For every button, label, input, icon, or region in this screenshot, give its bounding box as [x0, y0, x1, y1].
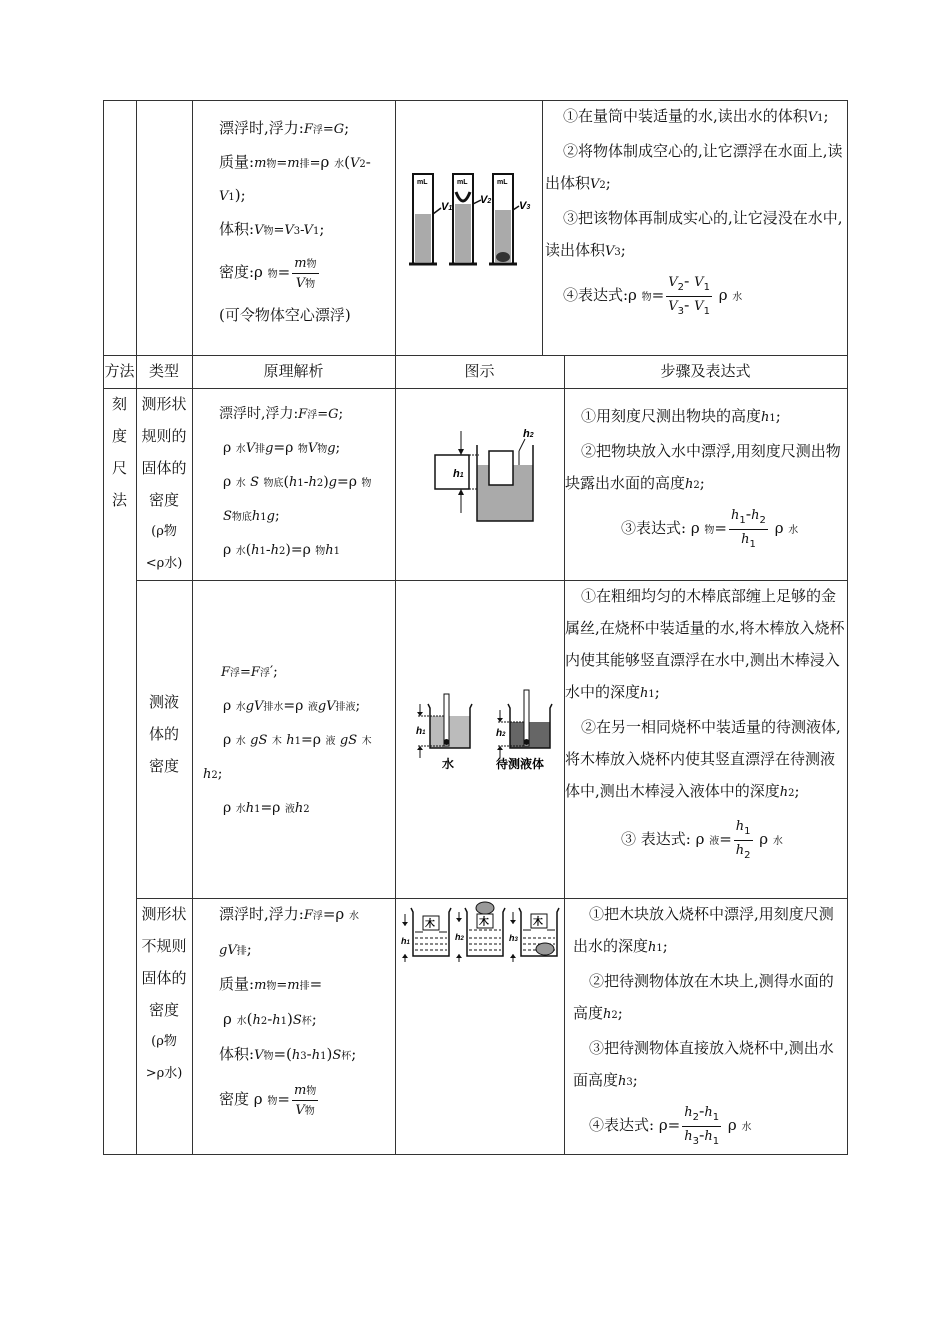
type-irregular-solid: 测形状 不规则 固体的 密度 (ρ物 >ρ水)	[141, 905, 187, 1081]
h1-label: h1	[416, 726, 426, 737]
principle-liquid: F浮=F浮′; ρ 水gV排水=ρ 液gV排液; ρ 水 gS 木 h1=ρ 液 gS 木 h2; ρ 水h1=ρ 液h2	[203, 664, 372, 816]
water-label: 水	[442, 757, 455, 771]
wood-label-1: 木	[425, 919, 435, 930]
h3-label: h3	[509, 933, 518, 943]
h2-label: h2	[496, 728, 506, 739]
graduated-cylinders-figure	[403, 170, 538, 270]
h1-label: h1	[453, 468, 464, 480]
wood-label-2: 木	[479, 917, 489, 928]
test-liquid-label: 待测液体	[496, 757, 545, 771]
v3-label: V3	[519, 200, 531, 212]
h2-label: h2	[455, 932, 464, 942]
principle-regular-solid: 漂浮时,浮力:F浮=G; ρ 水V排g=ρ 物V物g; ρ 水 S 物底(h1-h2)g=ρ 物 S物底h1g; ρ 水(h1-h2)=ρ 物h1	[219, 406, 372, 558]
hydrometer-figure	[408, 688, 558, 788]
steps-regular-solid: ①用刻度尺测出物块的高度h1; ②把物块放入水中漂浮,用刻度尺测出物块露出水面的高度h2; ③表达式: ρ 物= $\frac{h_1-h_2}{h_1}$ ρ 水	[565, 407, 841, 550]
steps-irregular-solid: ①把木块放入烧杯中漂浮,用刻度尺测出水的深度h1; ②把待测物体放在木块上,测得水面的高度h2; ③把待测物体直接放入烧杯中,测出水面高度h3; ④表达式: ρ= $\frac{h_2-h_1}{h_3-h_1}$ ρ 水	[573, 905, 834, 1147]
header-steps: 步骤及表达式	[660, 362, 751, 380]
method-ruler: 刻 度 尺 法	[111, 395, 127, 509]
steps-liquid: ①在粗细均匀的木棒底部缠上足够的金属丝,在烧杯中装适量的水,将木棒放入烧杯内使其能够竖直漂浮在水中,测出木棒浸入水中的深度h1; ②在另一相同烧杯中装适量的待测液体,将木棒放入烧杯内使其竖直漂浮在待测液体中,测出木棒浸入液体中的深度h2; ③ 表达式: ρ 液= $\frac{h_1}{h_2}$ ρ 水	[565, 587, 845, 861]
ml-label-3: mL	[497, 179, 508, 186]
h2-label: h2	[523, 428, 534, 440]
wood-label-3: 木	[533, 917, 543, 928]
floating-block-figure	[423, 425, 553, 525]
top-principle: 漂浮时,浮力:F浮=G; 质量:m物=m排=ρ 水(V2- V1); 体积:V物=V3-V1; 密度:ρ 物= $\frac{\text{m物}}{\text{V物}}$ (可令物体空心漂浮)	[219, 119, 371, 324]
density-method-table	[103, 100, 848, 1154]
header-figure: 图示	[464, 362, 495, 380]
principle-irregular-solid: 漂浮时,浮力:F浮=ρ 水 gV排; 质量:m物=m排= ρ 水(h2-h1)S杯; 体积:V物=(h3-h1)S杯; 密度 ρ 物= $\frac{\text{m物}}{\text{V物}}$	[219, 905, 360, 1118]
header-method: 方法	[104, 362, 135, 380]
type-regular-solid: 测形状 规则的 固体的 密度 (ρ物 <ρ水)	[141, 395, 187, 571]
header-type: 类型	[148, 362, 179, 380]
header-principle: 原理解析	[263, 362, 324, 380]
top-steps: ①在量筒中装适量的水,读出水的体积V1; ②将物体制成空心的,让它漂浮在水面上,读出体积V2; ③把该物体再制成实心的,让它浸没在水中,读出体积V3; ④表达式:ρ 物= $\frac{V_2- V_1}{V_3- V_1}$ ρ 水	[545, 107, 843, 317]
ml-label-1: mL	[417, 179, 428, 186]
h1-label: h1	[401, 936, 410, 946]
three-beakers-figure	[399, 900, 563, 964]
ml-label-2: mL	[457, 179, 468, 186]
v1-label: V1	[441, 201, 453, 213]
v2-label: V2	[480, 194, 492, 206]
type-liquid: 测液 体的 密度	[148, 693, 179, 775]
